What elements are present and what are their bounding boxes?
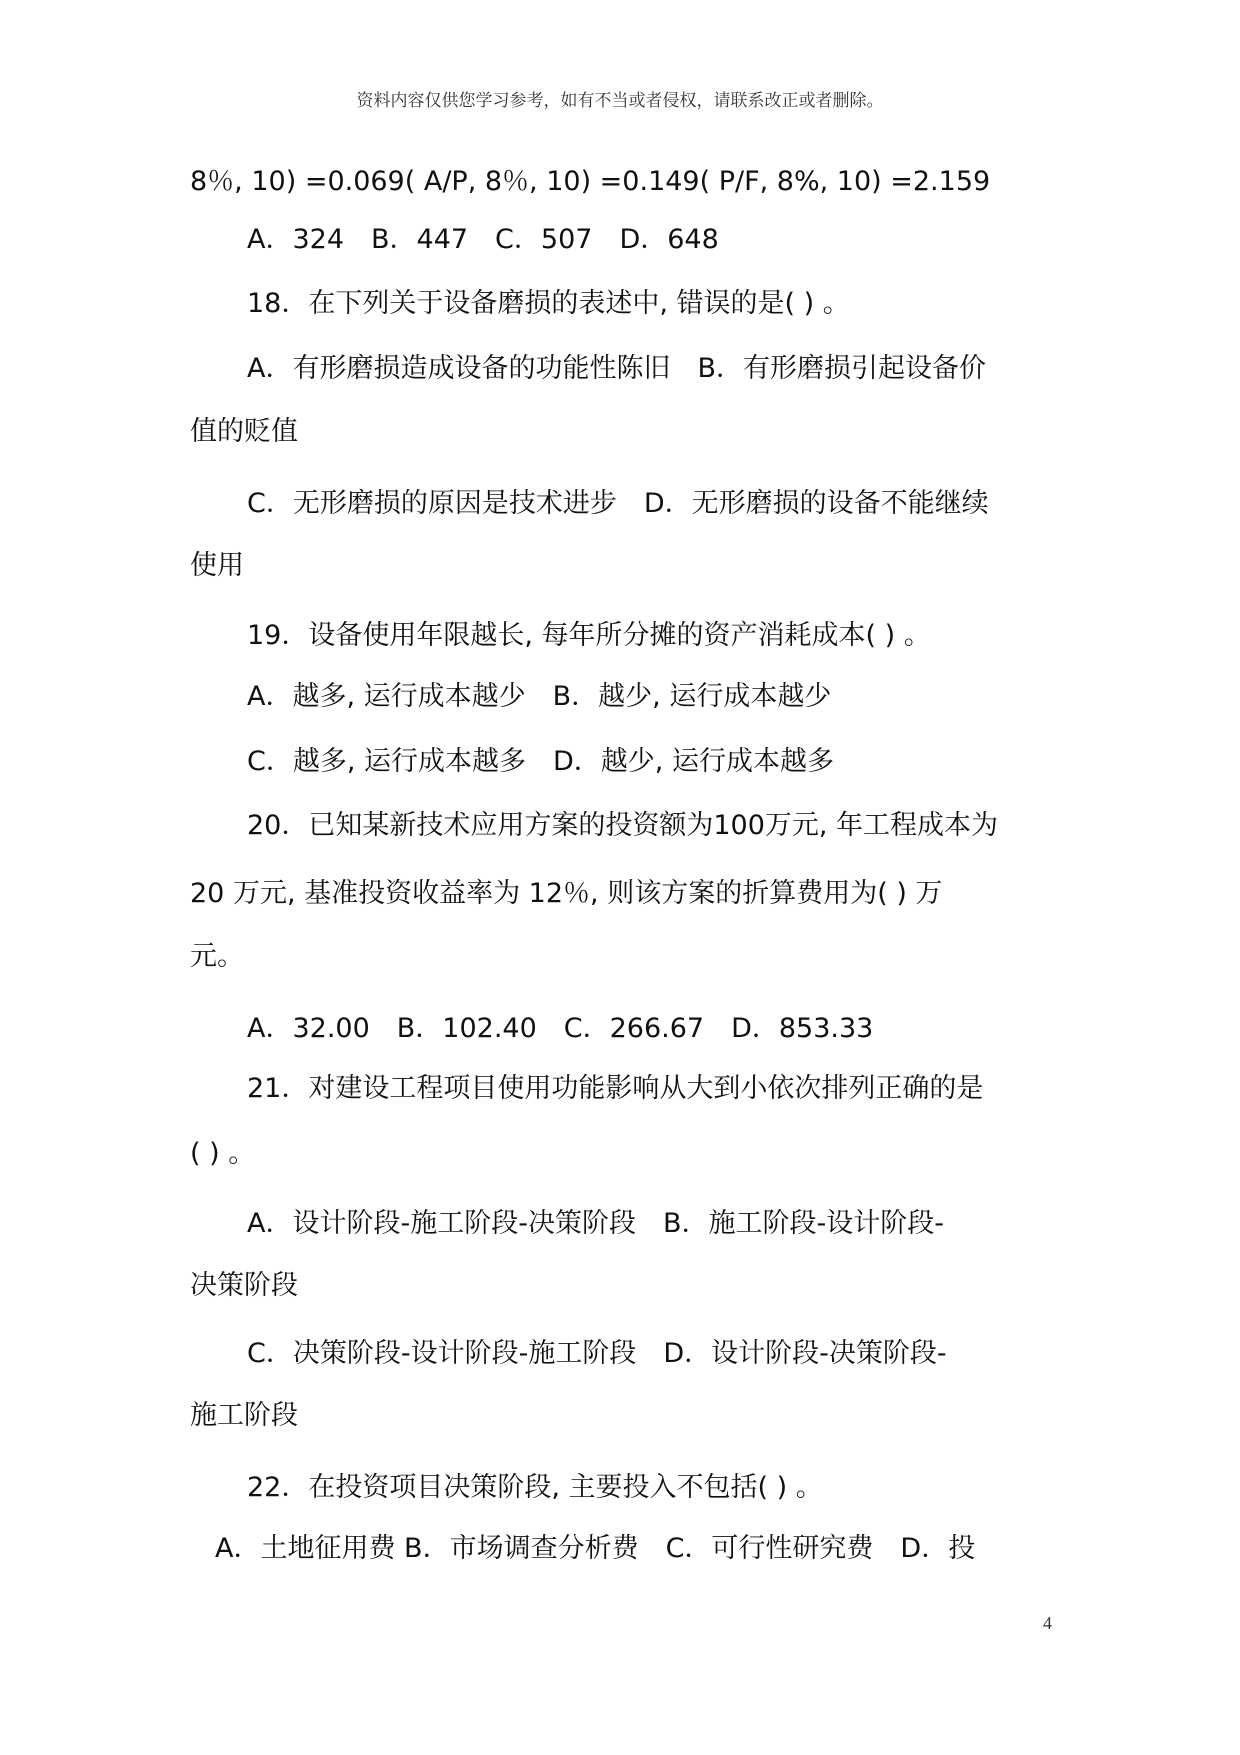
page-header-notice: 资料内容仅供您学习参考，如有不当或者侵权，请联系改正或者删除。 — [356, 91, 884, 111]
q20-stem-line2: 20 万元, 基准投资收益率为 12％, 则该方案的折算费用为( ) 万 — [190, 878, 943, 909]
formula-continuation: 8％, 10) =0.069( A/P, 8％, 10) =0.149( P/F, 8%, 10) =2.159 — [190, 166, 991, 197]
q18-options-ab-cont: 值的贬值 — [190, 416, 298, 447]
q21-options-ab-cont: 决策阶段 — [190, 1270, 298, 1301]
q20-options: A．32.00 B．102.40 C．266.67 D．853.33 — [247, 1013, 874, 1044]
page-number: 4 — [1043, 1613, 1052, 1633]
q20-stem-line3: 元。 — [190, 941, 244, 972]
q17-options: A．324 B．447 C．507 D．648 — [247, 224, 719, 255]
q19-stem: 19．设备使用年限越长, 每年所分摊的资产消耗成本( ) 。 — [247, 620, 931, 651]
q19-options-ab: A．越多, 运行成本越少 B．越少, 运行成本越少 — [247, 681, 832, 712]
q21-stem-line2: ( ) 。 — [190, 1138, 256, 1169]
q22-options: A．土地征用费 B．市场调查分析费 C．可行性研究费 D．投 — [215, 1533, 976, 1564]
q21-options-ab: A．设计阶段-施工阶段-决策阶段 B．施工阶段-设计阶段- — [247, 1208, 944, 1239]
q18-options-cd: C．无形磨损的原因是技术进步 D．无形磨损的设备不能继续 — [247, 488, 989, 519]
q21-options-cd-cont: 施工阶段 — [190, 1400, 298, 1431]
q18-options-cd-cont: 使用 — [190, 550, 244, 581]
q20-stem: 20．已知某新技术应用方案的投资额为100万元, 年工程成本为 — [247, 810, 999, 841]
q18-stem: 18．在下列关于设备磨损的表述中, 错误的是( ) 。 — [247, 288, 850, 319]
q22-stem: 22．在投资项目决策阶段, 主要投入不包括( ) 。 — [247, 1472, 823, 1503]
q21-options-cd: C．决策阶段-设计阶段-施工阶段 D．设计阶段-决策阶段- — [247, 1338, 947, 1369]
q21-stem: 21．对建设工程项目使用功能影响从大到小依次排列正确的是 — [247, 1073, 984, 1104]
q18-options-ab: A．有形磨损造成设备的功能性陈旧 B．有形磨损引起设备价 — [247, 353, 986, 384]
q19-options-cd: C．越多, 运行成本越多 D．越少, 运行成本越多 — [247, 746, 834, 777]
